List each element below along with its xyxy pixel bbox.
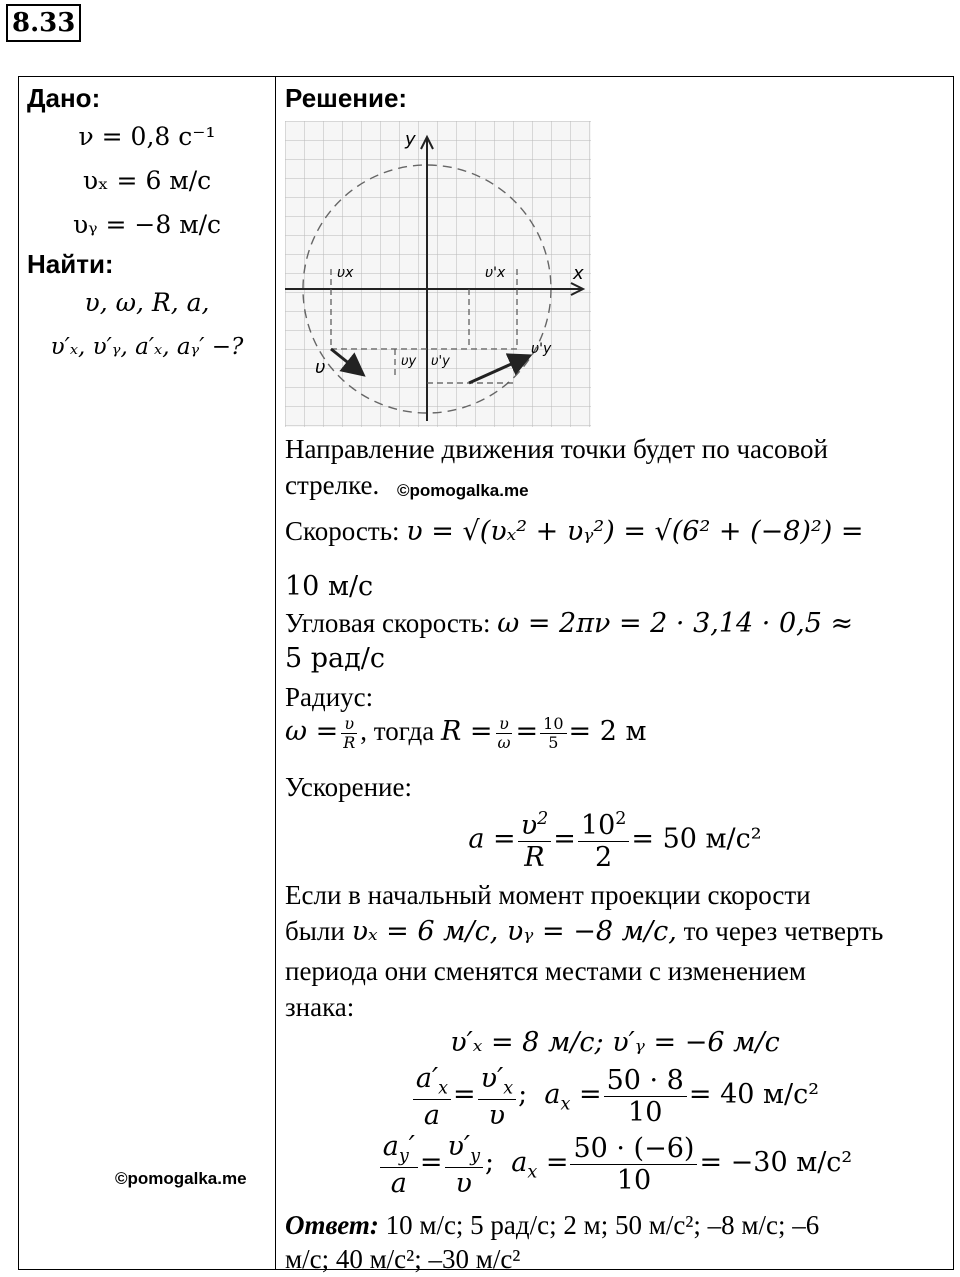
answer-line-2: м/с; 40 м/с²; –30 м/с² xyxy=(285,1244,521,1274)
given-column xyxy=(27,81,267,369)
angular-label: Угловая скорость: xyxy=(285,608,491,638)
given-item-vy: υᵧ = −8 м/с xyxy=(72,210,222,239)
solution-table xyxy=(18,76,954,1274)
diagram-label-v: υ xyxy=(315,357,326,378)
find-line-2: υ′ₓ, υ′ᵧ, a′ₓ, aᵧ′ −? xyxy=(50,334,244,360)
angular-result: 5 рад/с xyxy=(285,643,385,674)
find-line-1: υ, ω, R, a, xyxy=(84,288,210,317)
accel-formula: a = $\frac{\upsilon^2}{R}$ = $\frac{10^2}{2}$ = 50 м/с² xyxy=(468,809,762,874)
ay-formula: $\frac{a_y'}{a}$ = $\frac{\upsilon'_y}{\upsilon}$ ; $a_x$ = $\frac{50 \cdot (-6)}{10}$ = −30 м/с² xyxy=(285,1131,945,1199)
speed-label: Скорость: xyxy=(285,516,400,546)
direction-line-1: Направление движения точки будет по часовой xyxy=(285,434,829,464)
speed-result: 10 м/с xyxy=(285,571,374,602)
problem-number: 8.33 xyxy=(6,4,81,42)
radius-label: Радиус: xyxy=(285,682,374,712)
speed-line xyxy=(285,513,864,550)
projection-line-4: знака: xyxy=(285,992,355,1022)
diagram-label-x: x xyxy=(573,263,584,284)
new-projections: υ′ₓ = 8 м/с; υ′ᵧ = −6 м/с xyxy=(450,1027,780,1058)
accel-result: = 50 м/с² xyxy=(631,823,762,855)
direction-line-2: стрелке. xyxy=(285,470,380,500)
projection-line-2 xyxy=(285,913,883,950)
accel-label: Ускорение: xyxy=(285,772,412,802)
radius-result: = 2 м xyxy=(568,716,647,747)
given-item-vx: υₓ = 6 м/с xyxy=(82,166,212,195)
projection-line-3: периода они сменятся местами с изменением xyxy=(285,956,806,986)
ax-result: = 40 м/с² xyxy=(688,1079,820,1110)
radius-line: ω = $\frac{\upsilon}{R}$ , тогда R = $\frac{\upsilon}{\omega}$ = $\frac{10}{5}$ = 2 м xyxy=(285,713,647,753)
radius-then: , тогда xyxy=(360,716,435,746)
solution-column xyxy=(285,81,945,1274)
column-divider xyxy=(275,77,276,1269)
ay-result: = −30 м/с² xyxy=(699,1147,853,1178)
diagram-label-vy-prime-end: υ'y xyxy=(531,341,552,357)
watermark-middle: ©pomogalka.me xyxy=(397,481,529,500)
answer-line-1 xyxy=(285,1207,819,1243)
speed-expression: υ = √(υₓ² + υᵧ²) = √(6² + (−8)²) = xyxy=(406,516,864,547)
ax-formula: $\frac{a'_x}{a}$ = $\frac{\upsilon'_x}{\upsilon}$ ; $a_x$ = $\frac{50 \cdot 8}{10}$ = 40 м/с² xyxy=(285,1063,945,1131)
diagram-label-vy-prime: υ'y xyxy=(431,354,450,369)
diagram-label-y: y xyxy=(405,129,416,150)
velocity-diagram xyxy=(285,121,591,427)
watermark-left: ©pomogalka.me xyxy=(115,1169,247,1188)
solution-header: Решение: xyxy=(285,83,408,113)
projection-line-1: Если в начальный момент проекции скорости xyxy=(285,880,811,910)
projection-line-2-start: были xyxy=(285,916,345,946)
angular-line xyxy=(285,605,853,642)
projection-line-2-end: то через четверть xyxy=(683,916,884,946)
answer-label: Ответ: xyxy=(285,1210,379,1240)
given-header: Дано: xyxy=(27,83,101,113)
answer-values-1: 10 м/с; 5 рад/с; 2 м; 50 м/с²; –8 м/с; –6 xyxy=(385,1210,820,1240)
projection-line-2-values: υₓ = 6 м/с, υᵧ = −8 м/с, xyxy=(351,916,677,947)
diagram-label-vx-prime: υ'x xyxy=(485,265,506,281)
given-item-nu: ν = 0,8 с⁻¹ xyxy=(78,122,216,151)
find-header: Найти: xyxy=(27,249,114,279)
diagram-label-vy: υy xyxy=(401,354,417,369)
angular-expression: ω = 2πν = 2 · 3,14 · 0,5 ≈ xyxy=(497,608,854,639)
diagram-label-vx: υx xyxy=(337,265,354,281)
